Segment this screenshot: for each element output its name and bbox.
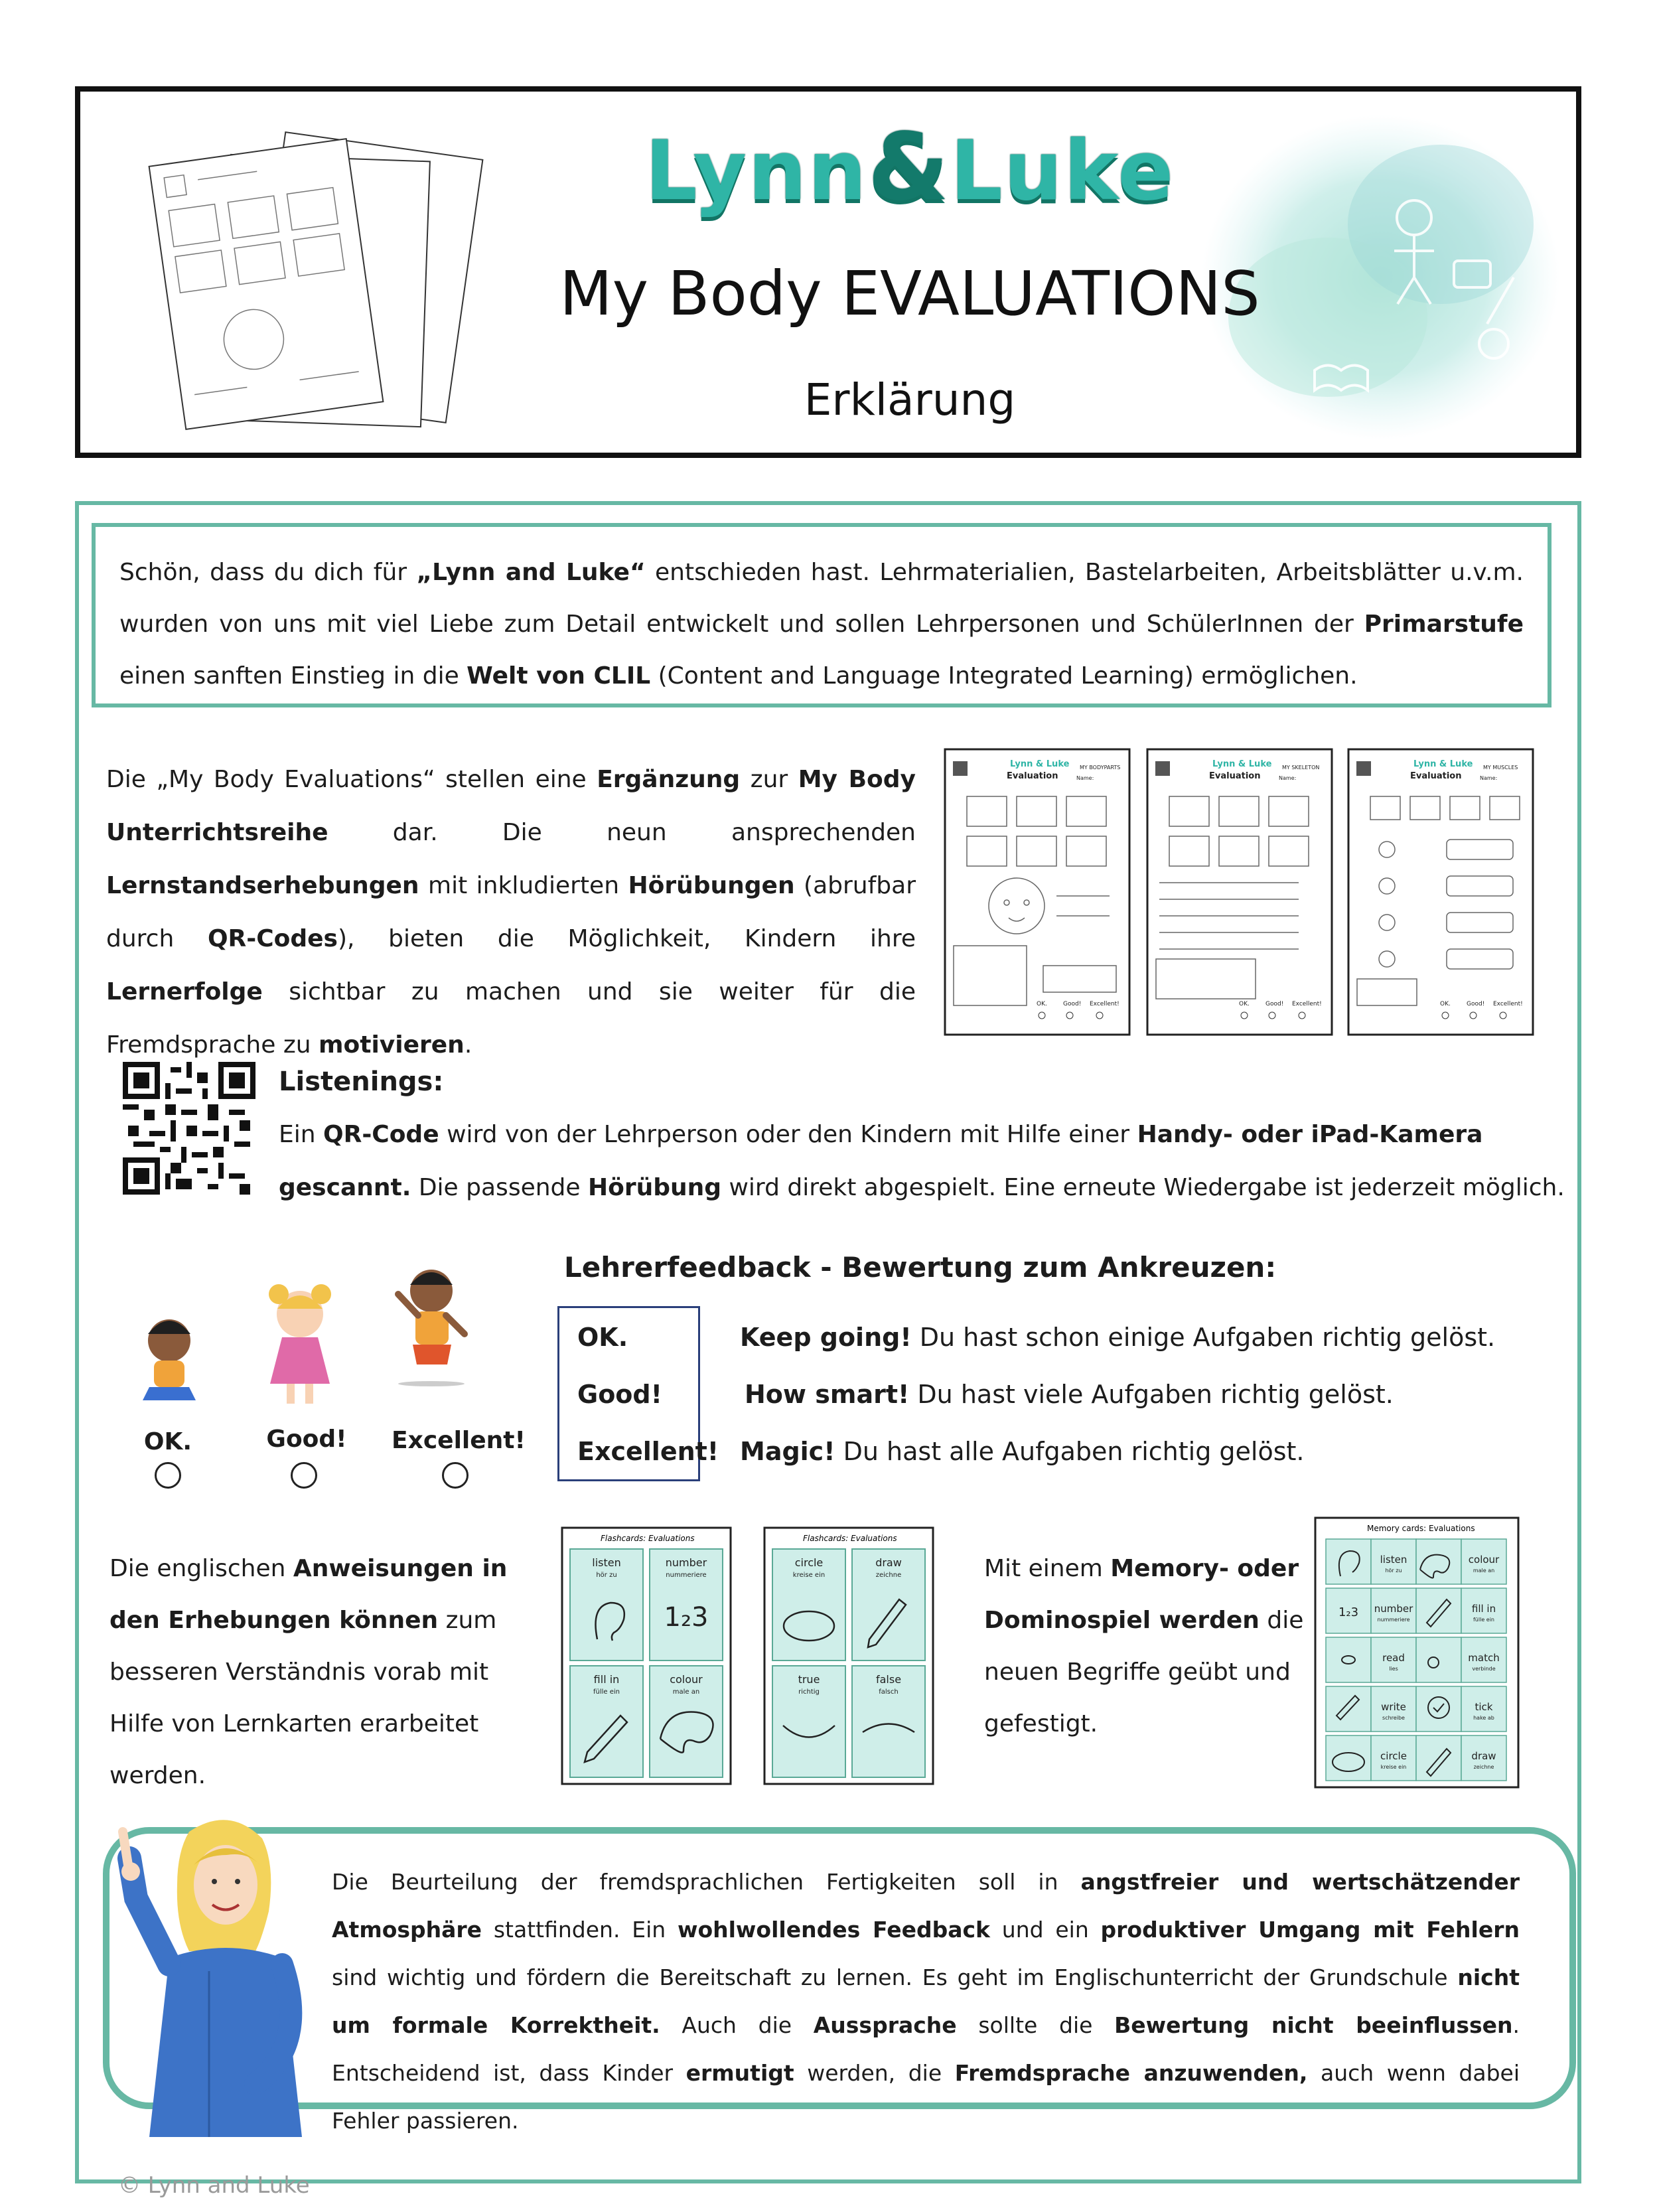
kid-excellent <box>398 1270 465 1386</box>
feedback-heading: Lehrerfeedback - Bewertung zum Ankreuzen: <box>564 1251 1277 1284</box>
header-banner <box>75 86 1581 458</box>
radio-excellent[interactable] <box>442 1462 469 1489</box>
svg-text:Good!: Good! <box>1265 1001 1284 1007</box>
svg-text:read: read <box>1382 1652 1405 1664</box>
svg-text:listen: listen <box>1380 1554 1407 1566</box>
svg-text:falsch: falsch <box>879 1688 899 1696</box>
svg-text:listen: listen <box>592 1556 621 1569</box>
worksheet-stack-illustration <box>113 125 485 443</box>
svg-text:Evaluation: Evaluation <box>1410 771 1462 781</box>
evaluations-paragraph: Die „My Body Evaluations“ stellen eine Ergänzung zur My Body Unterrichtsreihe dar. Die neun ansprechenden Lernstandserhebungen mit inkludierten Hörübungen (abrufbar durch QR-Codes), bieten die Möglichkeit, Kindern ihre Lernerfolge sichtbar zu machen und sie weiter für die Fremdsprache zu motivieren. <box>106 766 916 1059</box>
svg-text:write: write <box>1381 1701 1406 1713</box>
svg-text:MY SKELETON: MY SKELETON <box>1282 765 1320 771</box>
kid-good <box>269 1284 331 1404</box>
svg-text:MY BODYPARTS: MY BODYPARTS <box>1080 765 1121 771</box>
memory-paragraph: Mit einem Memory- oder Dominospiel werden die neuen Begriffe geübt und gefestigt. <box>984 1555 1304 1737</box>
feedback-desc-excellent: Magic! Du hast alle Aufgaben richtig gelöst. <box>740 1437 1305 1466</box>
svg-text:nummeriere: nummeriere <box>1377 1617 1410 1623</box>
page-subtitle: Erklärung <box>804 374 1016 425</box>
svg-text:Excellent!: Excellent! <box>1493 1001 1523 1007</box>
svg-text:verbinde: verbinde <box>1472 1666 1496 1672</box>
svg-text:number: number <box>1374 1603 1413 1615</box>
svg-text:circle: circle <box>794 1556 824 1569</box>
svg-text:Flashcards: Evaluations: Flashcards: Evaluations <box>803 1534 897 1543</box>
instructions-paragraph: Die englischen Anweisungen in den Erhebungen können zum besseren Verständnis vorab mit Hilfe von Lernkarten erarbeitet werden. <box>109 1555 508 1789</box>
flashcards-sheet-1 <box>561 1526 732 1785</box>
listenings-paragraph: Ein QR-Code wird von der Lehrperson oder den Kindern mit Hilfe einer Handy- oder iPad-Kamera gescannt. Die passende Hörübung wird direkt abgespielt. Eine erneute Wiedergabe ist jederzeit möglich. <box>279 1121 1565 1201</box>
page-title: My Body EVALUATIONS <box>559 258 1260 329</box>
kid-ok <box>143 1319 196 1400</box>
svg-text:Name:: Name: <box>1480 775 1498 781</box>
svg-text:hake ab: hake ab <box>1473 1715 1494 1721</box>
svg-text:zeichne: zeichne <box>875 1572 902 1579</box>
teacher-illustration <box>109 1812 328 2137</box>
svg-text:colour: colour <box>670 1673 703 1686</box>
svg-text:fill in: fill in <box>1471 1603 1496 1615</box>
svg-text:circle: circle <box>1380 1750 1407 1762</box>
svg-text:Evaluation: Evaluation <box>1007 771 1058 781</box>
svg-text:colour: colour <box>1468 1554 1500 1566</box>
number-icon: 1₂3 <box>1338 1605 1359 1619</box>
svg-text:Name:: Name: <box>1279 775 1297 781</box>
worksheet-muscles <box>1348 749 1533 1035</box>
svg-text:match: match <box>1468 1652 1500 1664</box>
worksheet-skeleton <box>1147 749 1332 1035</box>
svg-text:Memory cards: Evaluations: Memory cards: Evaluations <box>1367 1524 1475 1533</box>
svg-text:kreise ein: kreise ein <box>792 1572 826 1579</box>
intro-box: Schön, dass du dich für „Lynn and Luke“ entschieden hast. Lehrmaterialien, Bastelarbeiten, Arbeitsblätter u.v.m. wurden von uns mit viel Liebe zum Detail entwickelt und sollen Lehrpersonen und SchülerInnen der Primarstufe einen sanften Einstieg in die Welt von CLIL (Content and Language Integrated Learning) ermöglichen. <box>92 523 1551 707</box>
svg-text:nummeriere: nummeriere <box>666 1572 707 1579</box>
svg-text:OK.: OK. <box>1440 1001 1451 1007</box>
svg-text:draw: draw <box>1471 1750 1496 1762</box>
svg-text:true: true <box>798 1673 820 1686</box>
lynn-and-luke-logo: Lynn&Luke <box>644 113 1175 222</box>
worksheet-bodyparts <box>945 749 1129 1035</box>
feedback-desc-ok: Keep going! Du hast schon einige Aufgaben richtig gelöst. <box>740 1323 1496 1352</box>
copyright-footer: © Lynn and Luke <box>118 2172 310 2199</box>
svg-text:Name:: Name: <box>1076 775 1094 781</box>
svg-text:OK.: OK. <box>1037 1001 1047 1007</box>
svg-text:lies: lies <box>1389 1666 1398 1672</box>
svg-text:zeichne: zeichne <box>1473 1764 1494 1770</box>
memory-cards-sheet <box>1314 1516 1520 1789</box>
kid-label-excellent: Excellent! <box>392 1427 526 1454</box>
svg-text:hör zu: hör zu <box>1385 1568 1402 1574</box>
feedback-level-ok: OK. <box>577 1323 628 1352</box>
svg-text:tick: tick <box>1475 1701 1493 1713</box>
ws-logo: Lynn & Luke <box>1212 759 1272 769</box>
radio-good[interactable] <box>291 1462 317 1489</box>
svg-text:male an: male an <box>1473 1568 1495 1574</box>
qr-code-icon <box>123 1062 255 1195</box>
worksheet-thumbnails <box>944 747 1534 1039</box>
svg-text:Flashcards: Evaluations: Flashcards: Evaluations <box>601 1534 695 1543</box>
feedback-level-good: Good! <box>577 1380 662 1409</box>
feedback-level-excellent: Excellent! <box>577 1437 719 1466</box>
svg-text:Good!: Good! <box>1467 1001 1485 1007</box>
svg-text:richtig: richtig <box>798 1688 820 1696</box>
svg-text:male an: male an <box>672 1688 700 1696</box>
radio-ok[interactable] <box>155 1462 181 1489</box>
svg-text:fülle ein: fülle ein <box>1473 1617 1495 1623</box>
svg-text:fill in: fill in <box>593 1673 620 1686</box>
flashcards-sheet-2 <box>763 1526 934 1785</box>
svg-text:false: false <box>875 1673 902 1686</box>
svg-text:OK.: OK. <box>1239 1001 1250 1007</box>
svg-text:Evaluation: Evaluation <box>1209 771 1261 781</box>
ws-logo: Lynn & Luke <box>1413 759 1473 769</box>
svg-text:Excellent!: Excellent! <box>1292 1001 1322 1007</box>
feedback-desc-good: How smart! Du hast viele Aufgaben richtig gelöst. <box>745 1380 1394 1409</box>
assessment-note-text: Die Beurteilung der fremdsprachlichen Fertigkeiten soll in angstfreier und wertschätzender Atmosphäre stattfinden. Ein wohlwollendes Feedback und ein produktiver Umgang mit Fehlern sind wichtig und fördern die Bereitschaft zu lernen. Es geht im Englischunterricht der Grundschule nicht um formale Korrektheit. Auch die Aussprache sollte die Bewertung nicht beeinflussen. Entscheidend ist, dass Kinder ermutigt werden, die Fremdsprache anzuwenden, auch wenn dabei Fehler passieren. <box>332 1869 1520 2134</box>
svg-text:Good!: Good! <box>1063 1001 1082 1007</box>
svg-text:number: number <box>665 1556 707 1569</box>
number-icon: 1₂3 <box>664 1602 709 1633</box>
kid-label-ok: OK. <box>143 1428 192 1455</box>
kid-label-good: Good! <box>266 1426 347 1453</box>
svg-text:hör zu: hör zu <box>596 1572 617 1579</box>
svg-text:schreibe: schreibe <box>1382 1715 1405 1721</box>
svg-text:MY MUSCLES: MY MUSCLES <box>1483 765 1518 771</box>
svg-text:draw: draw <box>875 1556 902 1569</box>
svg-text:fülle ein: fülle ein <box>593 1688 620 1696</box>
svg-text:Excellent!: Excellent! <box>1090 1001 1119 1007</box>
ws-logo: Lynn & Luke <box>1010 759 1070 769</box>
svg-text:kreise ein: kreise ein <box>1380 1764 1407 1770</box>
listenings-heading: Listenings: <box>279 1067 444 1097</box>
